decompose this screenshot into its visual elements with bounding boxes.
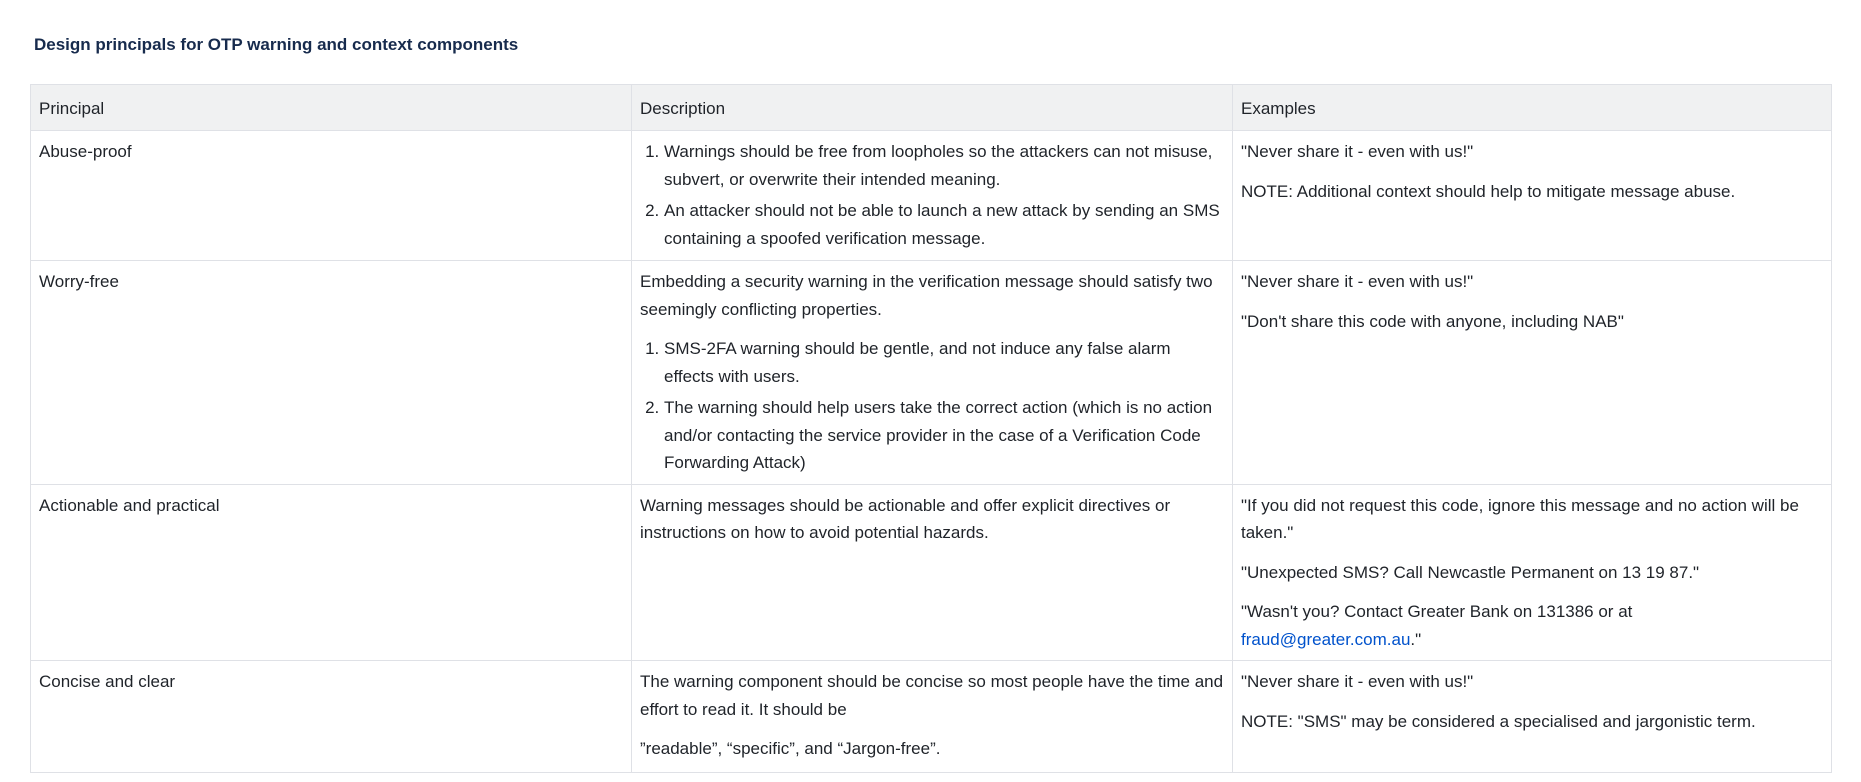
table-row <box>31 484 1832 661</box>
principal-cell: Actionable and practical <box>31 484 632 661</box>
list-item: 1. SMS-2FA warning should be gentle, and not induce any false alarm effects with users. <box>664 335 1224 390</box>
examples-cell <box>1233 261 1832 485</box>
table-row <box>31 261 1832 485</box>
examples-cell <box>1233 661 1832 773</box>
description-cell <box>632 261 1233 485</box>
example-text: "Never share it - even with us!" <box>1241 272 1474 291</box>
example-text-with-link <box>1241 598 1817 653</box>
list-item: 1. Warnings should be free from loopholes so the attackers can not misuse, subvert, or overwrite their intended meaning. <box>664 138 1224 193</box>
column-header-examples: Examples <box>1233 85 1832 131</box>
example-note: NOTE: "SMS" may be considered a specialised and jargonistic term. <box>1241 711 1756 731</box>
description-list <box>640 335 1224 477</box>
description-paragraph: ”readable”, “specific”, and “Jargon-free”. <box>640 739 941 758</box>
principles-table <box>30 84 1832 773</box>
example-text: "Never share it - even with us!" <box>1241 672 1474 691</box>
page-title: Design principals for OTP warning and context components <box>34 35 519 54</box>
examples-cell <box>1233 131 1832 261</box>
description-cell <box>632 131 1233 261</box>
examples-cell <box>1233 484 1832 661</box>
description-cell <box>632 661 1233 773</box>
example-text: "If you did not request this code, ignore this message and no action will be taken." <box>1241 495 1799 542</box>
description-intro: Embedding a security warning in the verification message should satisfy two seemingly conflicting properties. <box>640 272 1213 319</box>
description-list <box>640 138 1224 252</box>
example-prefix: "Wasn't you? Contact Greater Bank on 131386 or at <box>1241 602 1633 621</box>
description-paragraph: The warning component should be concise so most people have the time and effort to read it. It should be <box>640 672 1224 719</box>
table-header-row <box>31 85 1832 131</box>
list-item: 2. An attacker should not be able to launch a new attack by sending an SMS containing a spoofed verification message. <box>664 197 1224 252</box>
fraud-email-link[interactable]: fraud@greater.com.au <box>1241 629 1411 649</box>
example-text: "Don't share this code with anyone, including NAB" <box>1241 311 1624 331</box>
example-note: NOTE: Additional context should help to mitigate message abuse. <box>1241 181 1736 201</box>
list-item: 2. The warning should help users take the correct action (which is no action and/or contacting the service provider in the case of a Verification Code Forwarding Attack) <box>664 394 1224 477</box>
principal-cell: Worry-free <box>31 261 632 485</box>
table-row <box>31 661 1832 773</box>
example-suffix: ." <box>1410 629 1422 649</box>
column-header-principal: Principal <box>31 85 632 131</box>
principal-cell: Abuse-proof <box>31 131 632 261</box>
example-text: "Unexpected SMS? Call Newcastle Permanent on 13 19 87." <box>1241 562 1700 582</box>
example-text: "Never share it - even with us!" <box>1241 142 1474 161</box>
table-row <box>31 131 1832 261</box>
principal-cell: Concise and clear <box>31 661 632 773</box>
column-header-description: Description <box>632 85 1233 131</box>
description-intro: Warning messages should be actionable and offer explicit directives or instructions on how to avoid potential hazards. <box>640 495 1171 542</box>
description-cell <box>632 484 1233 661</box>
